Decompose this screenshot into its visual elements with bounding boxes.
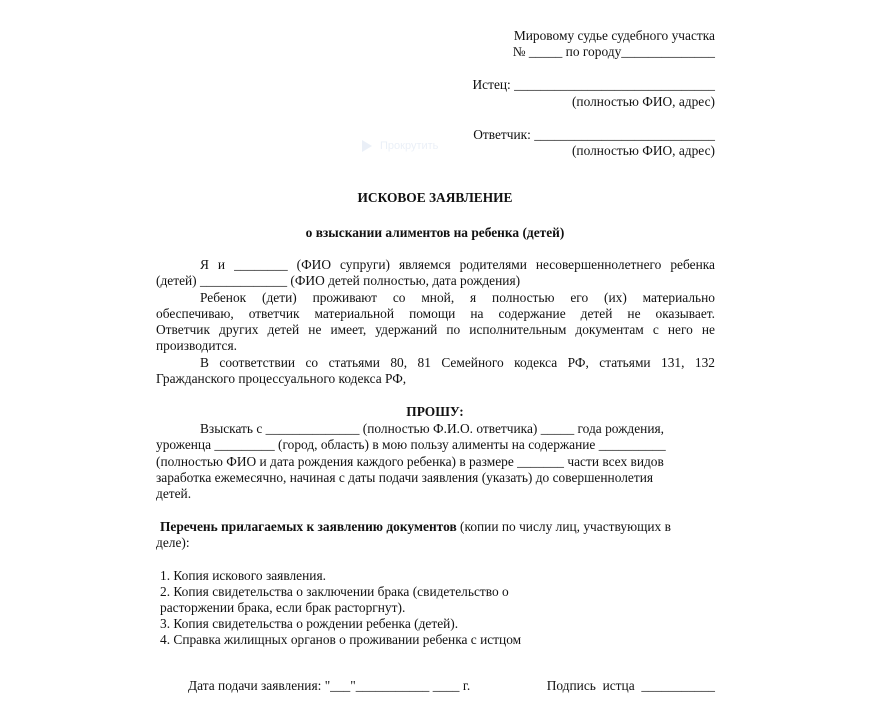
attachments-heading-rest: (копии по числу лиц, участвующих в <box>456 519 671 534</box>
plaintiff-hint: (полностью ФИО, адрес) <box>571 94 715 109</box>
attachment-item-2-cont: расторжении брака, если брак расторгнут). <box>160 600 406 615</box>
request-line3: (полностью ФИО и дата рождения каждого ребенка) в размере _______ части всех видов <box>156 454 664 469</box>
watermark-label: Прокрутить <box>380 140 439 152</box>
addressee-judge: Мировому судье судебного участка <box>513 28 715 43</box>
scroll-watermark <box>362 136 462 156</box>
request-line2: уроженца _________ (город, область) в мою пользу алименты на содержание __________ <box>156 437 666 452</box>
request-line4: заработка ежемесячно, начиная с даты подачи заявления (указать) до совершеннолетия <box>156 470 654 485</box>
para2-line2: обеспечиваю, ответчик материальной помощи на содержание детей не оказывает. <box>156 306 715 321</box>
attachments-heading <box>160 519 671 535</box>
attachment-item-4: 4. Справка жилищных органов о проживании ребенка с истцом <box>160 632 522 647</box>
defendant-field: Ответчик: ___________________________ <box>473 127 715 142</box>
plaintiff-field: Истец: ______________________________ <box>472 77 715 92</box>
request-line1: Взыскать с ______________ (полностью Ф.И.О. ответчика) _____ года рождения, <box>200 421 664 436</box>
filing-date: Дата подачи заявления: "___"___________ ____ г. <box>188 678 471 693</box>
para3-line1: В соответствии со статьями 80, 81 Семейного кодекса РФ, статьями 131, 132 <box>200 355 715 370</box>
para3-line2: Гражданского процессуального кодекса РФ, <box>156 371 407 386</box>
document-subtitle: о взыскании алиментов на ребенка (детей) <box>305 225 565 240</box>
play-icon <box>362 140 372 152</box>
attachment-item-3: 3. Копия свидетельства о рождении ребенка (детей). <box>160 616 459 631</box>
attachments-heading-bold: Перечень прилагаемых к заявлению документов <box>160 519 457 534</box>
para2-line4: производится. <box>156 338 237 353</box>
request-line5: детей. <box>156 486 192 501</box>
para1-line1: Я и ________ (ФИО супруги) являемся родителями несовершеннолетнего ребенка <box>200 257 715 272</box>
document-title: ИСКОВОЕ ЗАЯВЛЕНИЕ <box>357 190 513 205</box>
attachment-item-2: 2. Копия свидетельства о заключении брака (свидетельство о <box>160 584 509 599</box>
para2-line1: Ребенок (дети) проживают со мной, я полностью его (их) материально <box>200 290 715 305</box>
attachment-item-1: 1. Копия искового заявления. <box>160 568 326 583</box>
para2-line3: Ответчик других детей не имеет, удержаний по исполнительным документам с него не <box>156 322 715 337</box>
para1-line2: (детей) _____________ (ФИО детей полностью, дата рождения) <box>156 273 521 288</box>
addressee-district: № _____ по городу______________ <box>512 44 715 59</box>
attachments-heading-line2: деле): <box>156 535 190 550</box>
plaintiff-signature: Подпись истца ___________ <box>546 678 715 693</box>
request-heading: ПРОШУ: <box>406 404 464 419</box>
defendant-hint: (полностью ФИО, адрес) <box>571 143 715 158</box>
